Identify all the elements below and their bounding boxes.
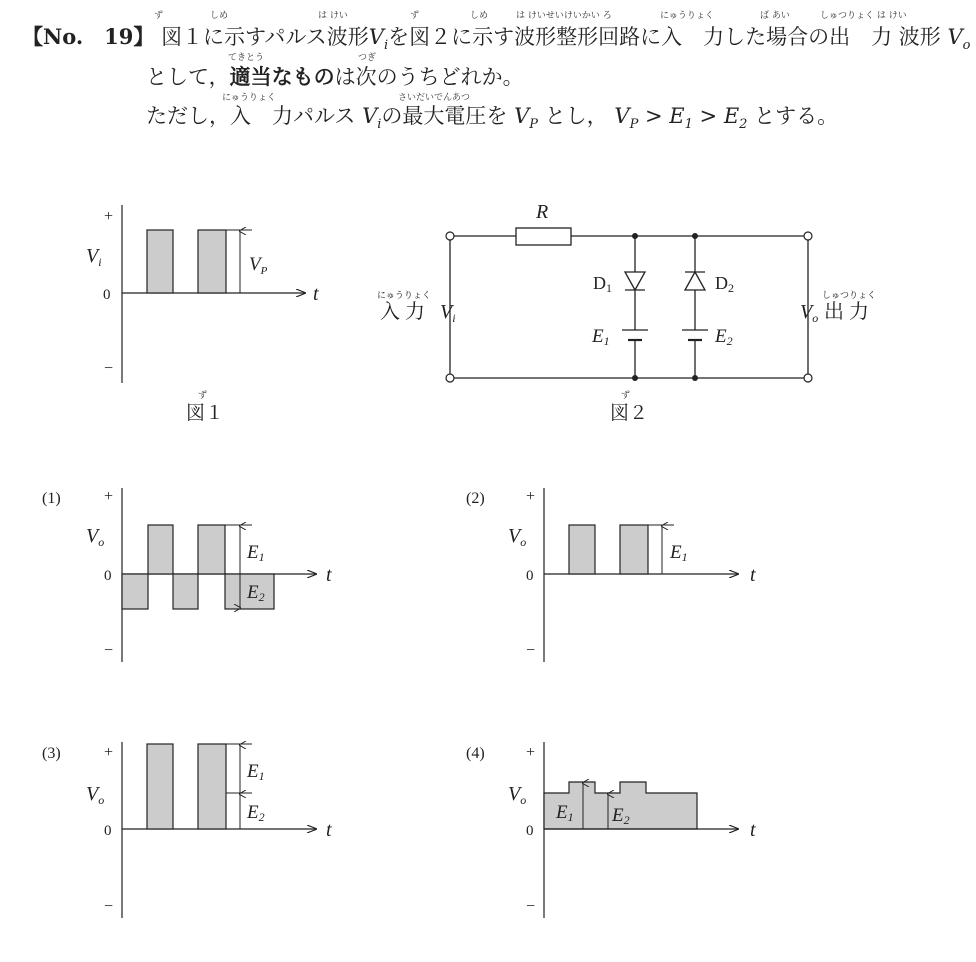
- label-d2: D2: [715, 273, 734, 295]
- question-text-3b: の最大電圧を: [381, 104, 508, 128]
- svg-text:0: 0: [104, 823, 112, 839]
- fig1-minus: −: [104, 360, 114, 377]
- fig2-caption-ruby: ず: [621, 390, 631, 400]
- question-text-1a: 図１に示すパルス波形: [161, 25, 369, 49]
- question-text-3a: ただし，入 力パルス: [146, 104, 356, 128]
- svg-text:E1: E1: [247, 542, 265, 564]
- option-label: (2): [466, 490, 485, 507]
- svg-text:+: +: [526, 744, 536, 761]
- svg-text:−: −: [526, 642, 536, 659]
- node-dot: [692, 375, 698, 381]
- resistor-r: [516, 228, 571, 245]
- question-emphasis: 適当なもの: [229, 64, 335, 89]
- ruby-hakei: は けい: [318, 11, 348, 21]
- label-e2: E2: [715, 326, 733, 348]
- input-label: 入 力: [380, 301, 425, 323]
- terminal-out-bottom: [804, 374, 812, 382]
- vi-symbol: $V_i$: [368, 25, 389, 54]
- node-dot: [632, 375, 638, 381]
- vp-symbol: $V_P$: [514, 104, 539, 133]
- diode-d2: [685, 272, 705, 290]
- fig1-pulse-1: [147, 230, 173, 293]
- svg-text:t: t: [326, 564, 332, 586]
- ruby-saidaidenatsu: さいだいでんあつ: [398, 93, 471, 103]
- fig1-caption-ruby: ず: [198, 390, 208, 400]
- svg-text:E2: E2: [247, 802, 265, 824]
- ruby-nyuuryoku: にゅうりょく: [660, 11, 714, 21]
- output-ruby: しゅつりょく: [822, 290, 877, 300]
- ruby-shutsuryokuhakei: しゅつりょく は けい: [820, 11, 907, 21]
- question-text-2b: は次のうちどれか。: [334, 65, 524, 89]
- terminal-out-top: [804, 232, 812, 240]
- svg-text:+: +: [526, 488, 536, 505]
- fig2-circuit: [450, 228, 808, 378]
- output-label: 出 力: [824, 301, 869, 323]
- question-text-2a: として，: [146, 65, 230, 89]
- fig2-caption: 図２: [610, 403, 649, 424]
- svg-text:E2: E2: [612, 805, 630, 827]
- input-ruby: にゅうりょく: [377, 290, 431, 300]
- svg-text:t: t: [750, 819, 756, 841]
- diode-d1: [625, 272, 645, 290]
- svg-text:Vo: $V_o$: [86, 525, 105, 549]
- ruby-tekitou: てきとう: [228, 53, 265, 63]
- option-label: (3): [42, 745, 61, 762]
- output-symbol: $V_o$: [800, 301, 819, 325]
- svg-text:Vo: $V_o$: [86, 783, 105, 807]
- terminal-in-bottom: [446, 374, 454, 382]
- label-e1: E1: [592, 326, 610, 348]
- label-r: R: [536, 201, 549, 223]
- vo-symbol: $V_o$: [947, 25, 971, 54]
- fig1-caption: 図１: [186, 403, 225, 424]
- vi-symbol: $V_i$: [362, 104, 382, 133]
- option-3: [42, 742, 332, 918]
- fig1-plus: +: [104, 208, 114, 225]
- option-label: (1): [42, 490, 61, 507]
- node-dot: [692, 233, 698, 239]
- svg-text:0: 0: [104, 568, 112, 584]
- ruby-nyuuryoku2: にゅうりょく: [222, 93, 276, 103]
- svg-text:t: t: [326, 819, 332, 841]
- svg-text:+: +: [104, 488, 114, 505]
- ruby-shime2: しめ: [470, 11, 489, 21]
- ruby-zu2: ず: [410, 11, 420, 21]
- ruby-baai: ば あい: [760, 11, 790, 21]
- fig1-vp-label: $V_P$: [249, 254, 268, 277]
- svg-text:0: 0: [526, 568, 534, 584]
- label-d1: D1: [593, 273, 612, 295]
- fig1-vi-label: $V_i$: [86, 245, 102, 269]
- option-1: [42, 488, 332, 662]
- ruby-shime: しめ: [210, 11, 229, 21]
- svg-text:E1: E1: [670, 542, 688, 564]
- input-symbol: $V_i$: [440, 301, 456, 325]
- fig1-pulse-2: [198, 230, 226, 293]
- svg-text:−: −: [526, 898, 536, 915]
- svg-text:Vo: $V_o$: [508, 783, 527, 807]
- svg-text:Vo: $V_o$: [508, 525, 527, 549]
- question-number: 【No. 19】: [22, 24, 155, 49]
- question-text-3c: とし，: [544, 104, 608, 128]
- svg-text:0: 0: [526, 823, 534, 839]
- option-4: [466, 742, 756, 918]
- svg-text:t: t: [750, 564, 756, 586]
- svg-text:−: −: [104, 642, 114, 659]
- question-text-3d: とする。: [754, 104, 839, 128]
- fig1-t: t: [313, 283, 319, 305]
- terminal-in-top: [446, 232, 454, 240]
- node-dot: [632, 233, 638, 239]
- ruby-zu: ず: [154, 11, 164, 21]
- question-text-1b: を図２に示す波形整形回路に入 力した場合の出 力 波形: [388, 25, 941, 49]
- ruby-hakeiseikeikairo: は けいせいけいかい ろ: [516, 11, 612, 21]
- condition-expression: $V_P > E_1 > E_2$: [614, 104, 748, 133]
- svg-text:−: −: [104, 898, 114, 915]
- svg-text:+: +: [104, 744, 114, 761]
- svg-text:E2: E2: [247, 582, 265, 604]
- option-label: (4): [466, 745, 485, 762]
- ruby-tsugi: つぎ: [358, 53, 377, 63]
- svg-text:E1: E1: [556, 802, 574, 824]
- svg-text:E1: E1: [247, 761, 265, 783]
- fig1-zero: 0: [103, 287, 111, 303]
- option-2: [466, 488, 756, 662]
